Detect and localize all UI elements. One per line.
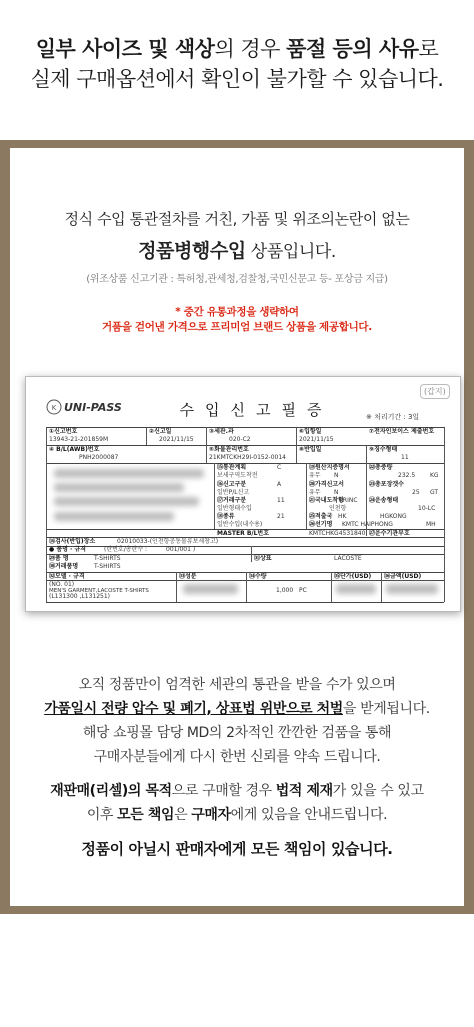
trade-name: T-SHIRTS <box>94 563 121 570</box>
item-name: T-SHIRTS <box>94 555 121 562</box>
notice-bold-2: 품절 등의 사유 <box>286 37 419 61</box>
amount-label: ㊱금액(USD) <box>384 573 422 580</box>
transport-type: 10-LC <box>418 505 436 512</box>
line-number: 001/001 ) <box>166 546 196 553</box>
declaration-type: 일반P/L신고 <box>217 489 250 496</box>
outro-line-6-a: 이후 <box>86 807 118 823</box>
svg-text:K: K <box>51 404 57 412</box>
collection-type-label: ⑨징수형태 <box>369 446 398 453</box>
vessel-code: MH <box>426 521 436 528</box>
resale-purpose: 재판매(리셀)의 목적 <box>50 783 172 799</box>
carry-in-label: ⑧반입일 <box>299 446 322 453</box>
outro-line-2 <box>10 698 464 718</box>
svg-text:UNI-PASS: UNI-PASS <box>64 401 122 414</box>
customs-code: 020-C2 <box>229 436 251 443</box>
gross-weight: 232.5 <box>398 472 416 479</box>
declaration-type-code: A <box>277 481 282 488</box>
price-report-label: ⑳가격신고서 <box>309 481 344 488</box>
final-statement: 정품이 아닐시 판매자에게 모든 책임이 있습니다. <box>81 840 393 858</box>
intro-bold: 정품병행수입 <box>138 240 246 262</box>
export-country-code: HK <box>338 513 347 520</box>
outro-line-5-rest: 가 있을 수 있고 <box>332 783 424 799</box>
packages-unit: GT <box>430 489 439 496</box>
master-bl-number: KMTCHKG4531840 <box>309 530 366 537</box>
kind: 일반수입(내수용) <box>217 521 263 528</box>
outro-line-4: 구매자분들에게 다시 한번 신뢰를 약속 드립니다. <box>93 749 381 765</box>
declaration-no-label: ①신고번호 <box>49 428 78 435</box>
outro-line-3: 해당 쇼핑몰 담당 MD의 2차적인 깐깐한 검품을 통해 <box>82 725 392 741</box>
item-models: (L131300 ,L131251) <box>49 593 110 600</box>
red-note-2: 거품을 걷어낸 가격으로 프리미엄 브랜드 상품을 제공합니다. <box>102 321 372 333</box>
notice-line-1 <box>0 34 474 64</box>
item-spec-label: ● 품명 · 규격 <box>49 546 86 553</box>
export-country-label: ㉕적출국 <box>309 513 333 520</box>
arrival-port-label: ㉑국내도착항 <box>309 497 344 504</box>
origin-cert-value: 유무 <box>309 472 321 479</box>
inspection-place: 02010033-(인천항공동물류보세창고) <box>117 538 219 545</box>
brand-label: ㉛상표 <box>254 555 272 562</box>
cargo-number: 21KMTCKH29I-0152-0014 <box>209 454 286 461</box>
outro-line-6-c: 에게 있음을 안내드립니다. <box>230 807 388 823</box>
carrier-code-label: ㉗운수기관부호 <box>369 530 410 537</box>
declaration-date-label: ②신고일 <box>149 428 172 435</box>
collection-type: 11 <box>401 454 409 461</box>
declaration-date: 2021/11/15 <box>159 436 194 443</box>
item-name-label: ㉙품 명 <box>49 555 69 562</box>
vessel-label: ㉖선기명 <box>309 521 333 528</box>
e-invoice-label: ⑦전자인보이스 제출번호 <box>369 428 435 435</box>
bl-label: ④ B/L(AWB)번호 <box>49 446 100 453</box>
clearance-plan-label: ⑮통관계획 <box>217 464 247 471</box>
arrival-port-code: KRINC <box>339 497 358 504</box>
arrival-label: ⑥입항일 <box>299 428 322 435</box>
origin-cert-flag: N <box>334 472 339 479</box>
kind-code: 21 <box>277 513 285 520</box>
item-no: (NO. 01) <box>49 581 75 588</box>
trade-name-label: ㉚거래품명 <box>49 563 79 570</box>
intro-rest: 상품입니다. <box>245 242 336 262</box>
outro-penalty: 가품일시 전량 압수 및 폐기, 상표법 위반으로 처벌 <box>44 701 343 717</box>
legal-sanction: 법적 제재 <box>275 783 333 799</box>
processing-period: ※ 처리기간 : 3일 <box>366 413 420 421</box>
price-report-flag: N <box>334 489 339 496</box>
top-notice <box>0 34 474 94</box>
notice-text-2: 로 <box>418 37 439 61</box>
outro-line-6 <box>10 804 464 824</box>
declaration-type-label: ⑯신고구분 <box>217 481 247 488</box>
content-card <box>10 148 464 906</box>
outro-line-1: 오직 정품만이 엄격한 세관의 통관을 받을 수가 있으며 <box>78 677 396 693</box>
packages-label: ㉓총포장갯수 <box>369 481 404 488</box>
line-number-label: (란번호/총란수 : <box>104 546 148 553</box>
unit-price-label: ㉟단가(USD) <box>334 573 372 580</box>
transaction-code: 11 <box>277 497 285 504</box>
kind-label: ⑱종류 <box>217 513 235 520</box>
transaction-type: 일반형태수입 <box>217 505 252 512</box>
inspection-place-label: ⑭검사(반입)장소 <box>49 538 96 545</box>
composition-label: ㉝성분 <box>179 573 197 580</box>
notice-text-1: 의 경우 <box>214 37 287 61</box>
gross-weight-label: ㉒총중량 <box>369 464 393 471</box>
vessel-name: KMTC HAIPHONG <box>342 521 393 528</box>
outro-line-5 <box>10 780 464 800</box>
declaration-no: 13943-21-201859M <box>49 436 109 443</box>
all-responsibility: 모든 책임 <box>117 807 175 823</box>
model-spec-label: ㉜모델 · 규격 <box>49 573 85 580</box>
red-note-1: * 중간 유통과정을 생략하여 <box>175 306 299 318</box>
cargo-label: ⑤화물관리번호 <box>209 446 249 453</box>
quantity-unit: PC <box>299 587 307 594</box>
import-declaration-document <box>25 376 461 612</box>
clearance-plan: 보세구역도착전 <box>217 472 258 479</box>
quantity-label: ㉞수량 <box>249 573 267 580</box>
document-stamp: (갑지) <box>420 384 450 399</box>
origin-cert-label: ⑲원산지증명서 <box>309 464 350 471</box>
packages-count: 25 <box>412 489 420 496</box>
export-country: HGKONG <box>380 513 407 520</box>
outro-line-6-b: 은 <box>174 807 192 823</box>
intro-line-1: 정식 수입 통관절차를 거친, 가품 및 위조의논란이 없는 <box>64 210 410 228</box>
notice-bold-1: 일부 사이즈 및 색상 <box>35 37 215 61</box>
intro-line-2 <box>10 236 464 263</box>
buyer: 구매자 <box>191 807 231 823</box>
brand: LACOSTE <box>334 555 362 562</box>
master-bl-label: MASTER B/L번호 <box>217 530 270 537</box>
outro-line-2-rest: 을 받게됩니다. <box>342 701 430 717</box>
customs-label: ③세관.과 <box>209 428 234 435</box>
outro-line-5-mid: 으로 구매할 경우 <box>171 783 276 799</box>
arrival-port: 인천항 <box>329 505 347 512</box>
item-description: MEN'S GARMENT,LACOSTE T-SHIRTS <box>49 588 149 594</box>
transport-label: ㉔운송형태 <box>369 497 399 504</box>
weight-unit: KG <box>430 472 439 479</box>
document-title: 수입신고필증 <box>179 401 333 419</box>
transaction-label: ⑰거래구분 <box>217 497 247 504</box>
arrival-date: 2021/11/15 <box>299 436 334 443</box>
quantity: 1,000 <box>276 587 294 594</box>
intro-sub: (위조상품 신고기관 : 특허청,관세청,검찰청,국민신문고 등- 포상금 지급) <box>86 274 388 285</box>
clearance-plan-code: C <box>277 464 282 471</box>
bl-number: PNH2000087 <box>79 454 119 461</box>
declaration-table <box>46 427 444 602</box>
notice-line-2: 실제 구매옵션에서 확인이 불가할 수 있습니다. <box>30 67 444 91</box>
price-report-value: 유무 <box>309 489 321 496</box>
brown-frame <box>0 140 474 914</box>
unipass-logo <box>46 397 138 417</box>
